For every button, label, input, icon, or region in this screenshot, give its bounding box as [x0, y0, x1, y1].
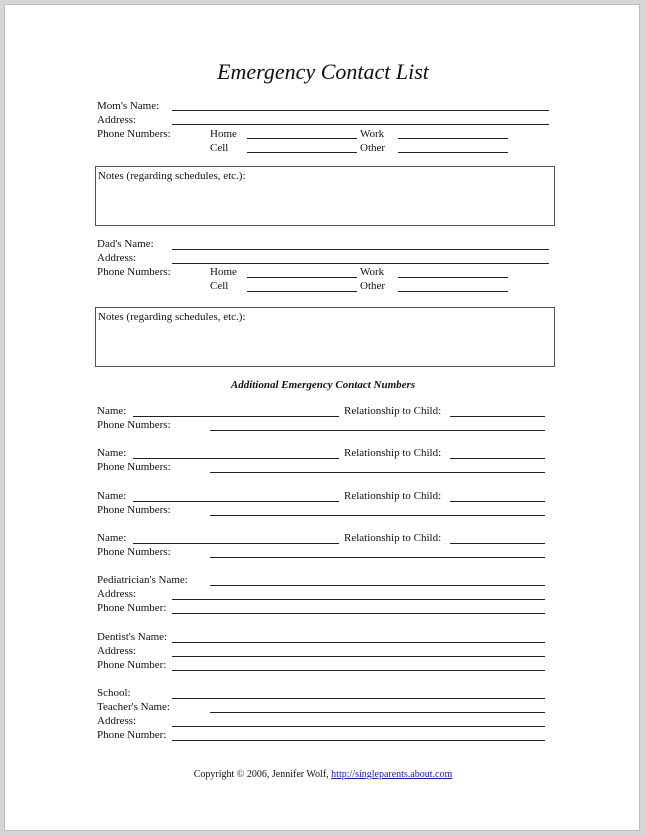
mom-notes-label: Notes (regarding schedules, etc.):: [98, 170, 246, 182]
relationship-line[interactable]: [450, 416, 545, 417]
contact-name-label: Name:: [97, 447, 127, 459]
teacher-name-line[interactable]: [210, 712, 545, 713]
school-address-label: Address:: [97, 715, 137, 727]
contact-phone-label: Phone Numbers:: [97, 419, 171, 431]
relationship-line[interactable]: [450, 543, 545, 544]
school-label: School:: [97, 687, 131, 699]
school-line[interactable]: [172, 698, 545, 699]
page-title: Emergency Contact List: [217, 59, 429, 84]
dad-other-line[interactable]: [398, 291, 508, 292]
dentist-phone-line[interactable]: [172, 670, 545, 671]
relationship-line[interactable]: [450, 458, 545, 459]
contact-name-label: Name:: [97, 532, 127, 544]
relationship-label: Relationship to Child:: [344, 532, 442, 544]
dentist-phone-label: Phone Number:: [97, 659, 167, 671]
mom-notes-box[interactable]: [95, 166, 555, 226]
mom-phone-label: Phone Numbers:: [97, 128, 171, 140]
contact-phone-line[interactable]: [210, 515, 545, 516]
relationship-label: Relationship to Child:: [344, 490, 442, 502]
dentist-name-label: Dentist's Name:: [97, 631, 168, 643]
relationship-label: Relationship to Child:: [344, 447, 442, 459]
footer-link[interactable]: http://singleparents.about.com: [331, 769, 453, 780]
contact-name-line[interactable]: [133, 543, 339, 544]
relationship-line[interactable]: [450, 501, 545, 502]
dad-notes-box[interactable]: [95, 307, 555, 367]
mom-home-label: Home: [210, 128, 237, 140]
dad-phone-label: Phone Numbers:: [97, 266, 171, 278]
dad-home-line[interactable]: [247, 277, 357, 278]
contact-phone-label: Phone Numbers:: [97, 546, 171, 558]
contact-name-line[interactable]: [133, 458, 339, 459]
contact-phone-line[interactable]: [210, 557, 545, 558]
footer: [0, 769, 646, 781]
dad-address-label: Address:: [97, 252, 137, 264]
mom-address-line[interactable]: [172, 124, 549, 125]
pediatrician-address-line[interactable]: [172, 599, 545, 600]
contact-phone-label: Phone Numbers:: [97, 504, 171, 516]
pediatrician-name-label: Pediatrician's Name:: [97, 574, 188, 586]
dad-work-label: Work: [360, 266, 385, 278]
contact-name-label: Name:: [97, 490, 127, 502]
pediatrician-phone-line[interactable]: [172, 613, 545, 614]
dad-notes-label: Notes (regarding schedules, etc.):: [98, 311, 246, 323]
copyright-text: Copyright © 2006, Jennifer Wolf,: [193, 769, 329, 780]
moms-name-line[interactable]: [172, 110, 549, 111]
dentist-address-label: Address:: [97, 645, 137, 657]
moms-name-label: Mom's Name:: [97, 100, 160, 112]
mom-other-line[interactable]: [398, 152, 508, 153]
relationship-label: Relationship to Child:: [344, 405, 442, 417]
dads-name-line[interactable]: [172, 249, 549, 250]
mom-work-label: Work: [360, 128, 385, 140]
contact-phone-line[interactable]: [210, 472, 545, 473]
contact-phone-line[interactable]: [210, 430, 545, 431]
pediatrician-name-line[interactable]: [210, 585, 545, 586]
dad-home-label: Home: [210, 266, 237, 278]
mom-home-line[interactable]: [247, 138, 357, 139]
dad-address-line[interactable]: [172, 263, 549, 264]
school-phone-label: Phone Number:: [97, 729, 167, 741]
dentist-address-line[interactable]: [172, 656, 545, 657]
pediatrician-phone-label: Phone Number:: [97, 602, 167, 614]
contact-name-line[interactable]: [133, 501, 339, 502]
dad-cell-label: Cell: [210, 280, 229, 292]
mom-address-label: Address:: [97, 114, 137, 126]
dad-cell-line[interactable]: [247, 291, 357, 292]
contact-phone-label: Phone Numbers:: [97, 461, 171, 473]
contact-name-label: Name:: [97, 405, 127, 417]
pediatrician-address-label: Address:: [97, 588, 137, 600]
additional-contacts-heading: Additional Emergency Contact Numbers: [230, 379, 416, 391]
dentist-name-line[interactable]: [172, 642, 545, 643]
school-phone-line[interactable]: [172, 740, 545, 741]
mom-other-label: Other: [360, 142, 386, 154]
contact-name-line[interactable]: [133, 416, 339, 417]
mom-cell-label: Cell: [210, 142, 229, 154]
school-address-line[interactable]: [172, 726, 545, 727]
dads-name-label: Dad's Name:: [97, 238, 154, 250]
mom-cell-line[interactable]: [247, 152, 357, 153]
dad-work-line[interactable]: [398, 277, 508, 278]
teacher-name-label: Teacher's Name:: [97, 701, 170, 713]
dad-other-label: Other: [360, 280, 386, 292]
mom-work-line[interactable]: [398, 138, 508, 139]
